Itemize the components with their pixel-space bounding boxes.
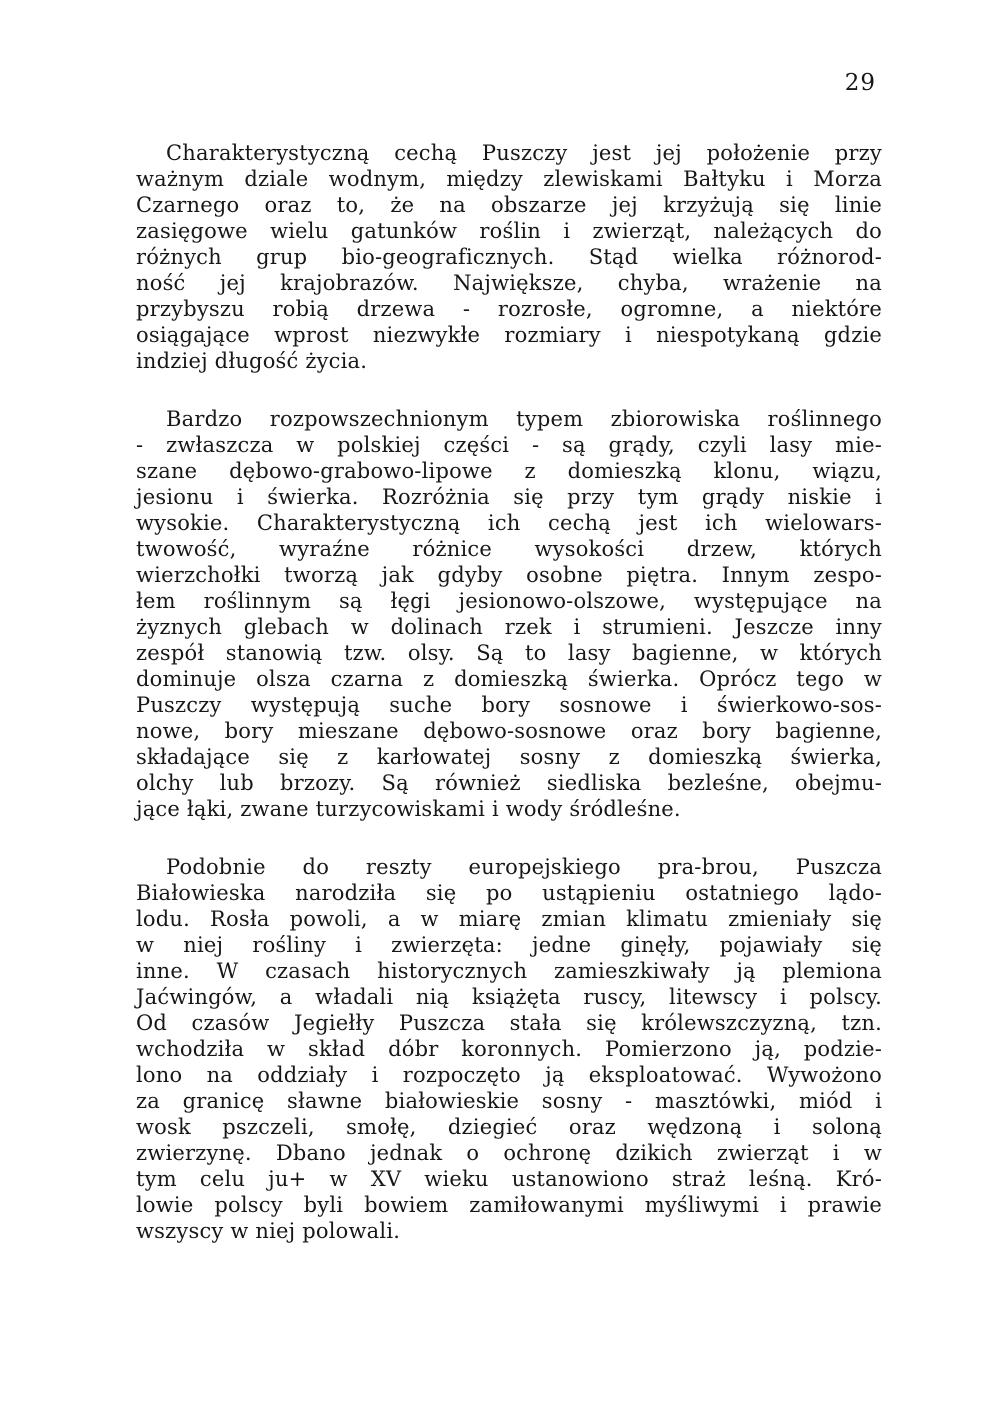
text-line: za granicę sławne białowieskie sosny - masztówki, miód i [136,1089,882,1113]
text-line: jące łąki, zwane turzycowiskami i wody śródleśne. [136,797,681,821]
text-line: w niej rośliny i zwierzęta: jedne ginęły, pojawiały się [136,933,882,957]
text-line: Puszczy występują suche bory sosnowe i świerkowo-sos- [136,693,882,717]
text-line: indziej długość życia. [136,349,368,373]
text-line: Bardzo rozpowszechnionym typem zbiorowiska roślinnego [166,407,882,431]
text-line: szane dębowo-grabowo-lipowe z domieszką klonu, wiązu, [136,459,882,483]
text-line: ność jej krajobrazów. Największe, chyba, wrażenie na [136,271,882,295]
text-line: - zwłaszcza w polskiej części - są grądy, czyli lasy mie- [136,433,882,457]
text-line: wierzchołki tworzą jak gdyby osobne piętra. Innym zespo- [136,563,882,587]
text-line: zespół stanowią tzw. olsy. Są to lasy bagienne, w których [136,641,882,665]
paragraph [136,140,882,374]
text-line: inne. W czasach historycznych zamieszkiwały ją plemiona [136,959,882,983]
text-line: jesionu i świerka. Rozróżnia się przy tym grądy niskie i [136,485,882,509]
text-line: nowe, bory mieszane dębowo-sosnowe oraz bory bagienne, [136,719,882,743]
text-line: lowie polscy byli bowiem zamiłowanymi myśliwymi i prawie [136,1193,882,1217]
page-number: 29 [844,70,876,96]
text-line: różnych grup bio-geograficznych. Stąd wielka różnorod- [136,245,882,269]
text-line: Od czasów Jegiełły Puszcza stała się królewszczyzną, tzn. [136,1011,882,1035]
text-line: zasięgowe wielu gatunków roślin i zwierząt, należących do [136,219,882,243]
paragraph [136,406,882,822]
text-line: dominuje olsza czarna z domieszką świerka. Oprócz tego w [136,667,882,691]
paragraph [136,854,882,1244]
text-line: ważnym dziale wodnym, między zlewiskami Bałtyku i Morza [136,167,882,191]
text-line: Czarnego oraz to, że na obszarze jej krzyżują się linie [136,193,882,217]
text-line: wszyscy w niej polowali. [136,1219,401,1243]
text-line: żyznych glebach w dolinach rzek i strumieni. Jeszcze inny [136,615,882,639]
text-block [136,140,882,1244]
text-line: wysokie. Charakterystyczną ich cechą jest ich wielowars- [136,511,882,535]
text-line: przybyszu robią drzewa - rozrosłe, ogromne, a niektóre [136,297,882,321]
text-line: wchodziła w skład dóbr koronnych. Pomierzono ją, podzie- [136,1037,882,1061]
text-line: wosk pszczeli, smołę, dziegieć oraz wędzoną i soloną [136,1115,882,1139]
text-line: osiągające wprost niezwykłe rozmiary i niespotykaną gdzie [136,323,882,347]
text-line: Jaćwingów, a władali nią książęta ruscy, litewscy i polscy. [136,985,882,1009]
text-line: olchy lub brzozy. Są również siedliska bezleśne, obejmu- [136,771,882,795]
text-line: tym celu ju+ w XV wieku ustanowiono straż leśną. Kró- [136,1167,882,1191]
text-line: składające się z karłowatej sosny z domieszką świerka, [136,745,882,769]
text-line: zwierzynę. Dbano jednak o ochronę dzikich zwierząt i w [136,1141,882,1165]
text-line: lodu. Rosła powoli, a w miarę zmian klimatu zmieniały się [136,907,882,931]
text-line: łem roślinnym są łęgi jesionowo-olszowe, występujące na [136,589,882,613]
text-line: lono na oddziały i rozpoczęto ją eksploatować. Wywożono [136,1063,882,1087]
text-line: twowość, wyraźne różnice wysokości drzew, których [136,537,882,561]
text-line: Podobnie do reszty europejskiego pra-brou, Puszcza [166,855,882,879]
text-line: Białowieska narodziła się po ustąpieniu ostatniego lądo- [136,881,882,905]
text-line: Charakterystyczną cechą Puszczy jest jej położenie przy [166,141,882,165]
